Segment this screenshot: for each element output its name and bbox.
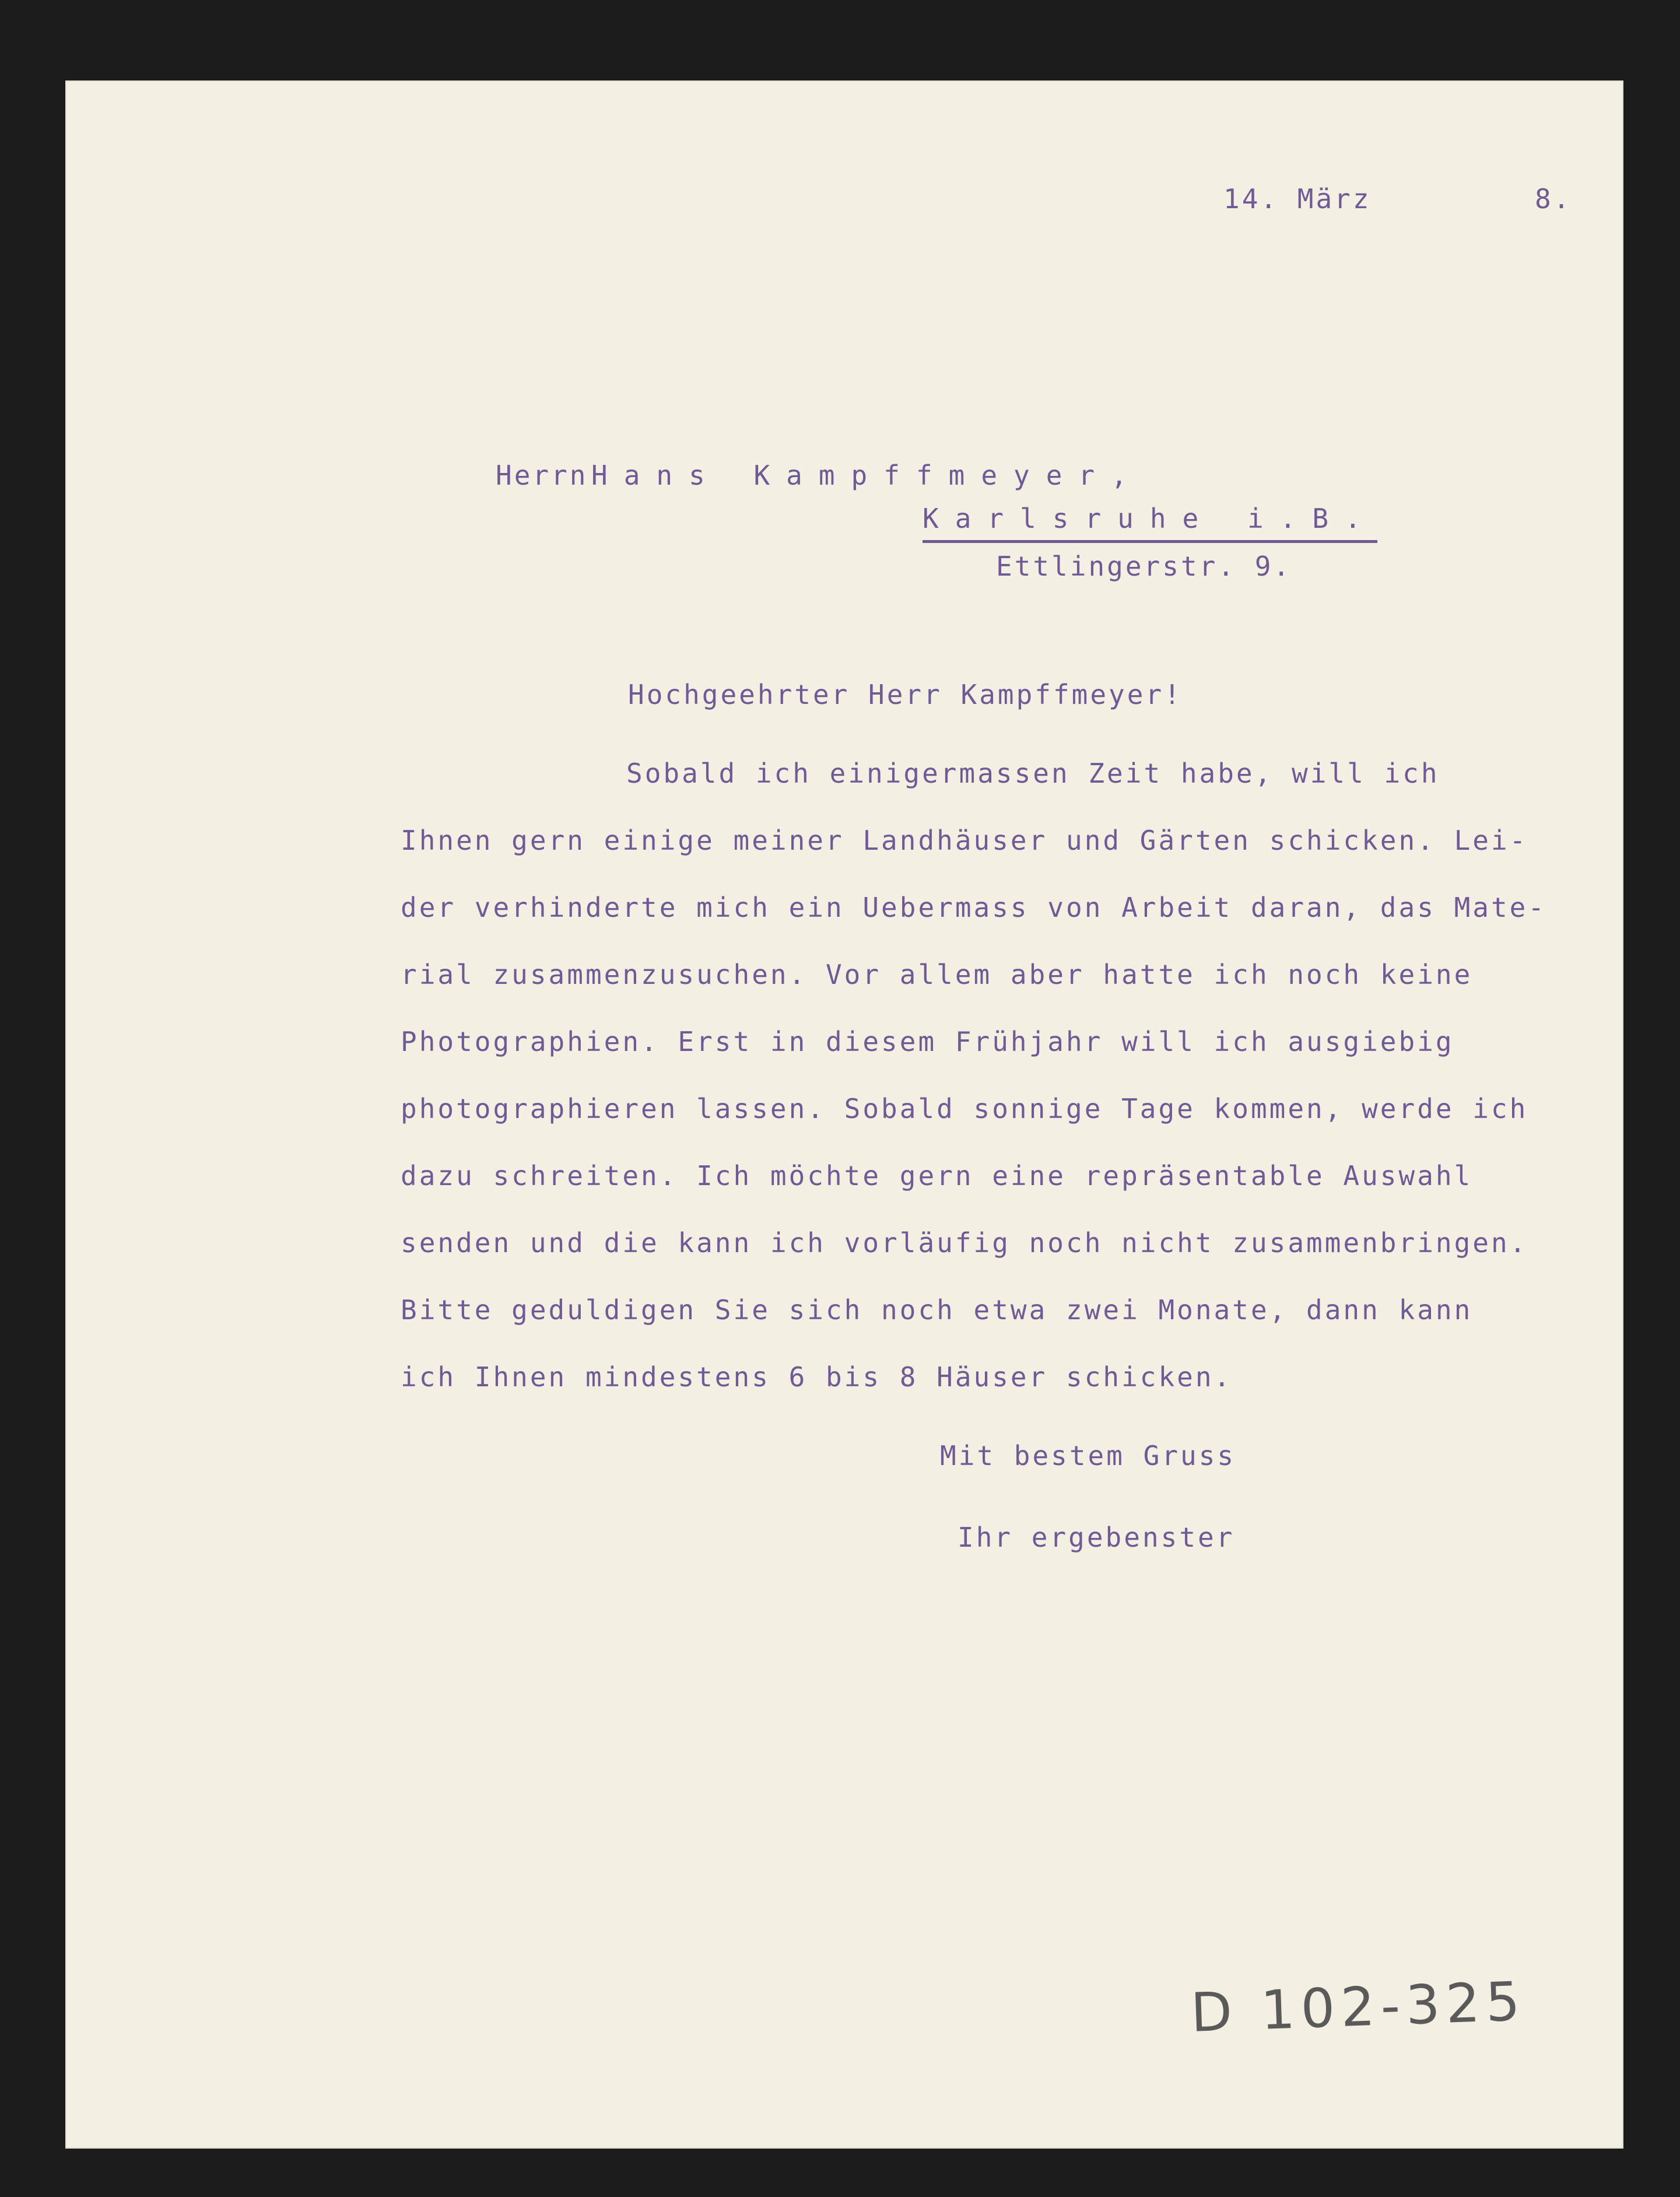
body-line: rial zusammenzusuchen. Vor allem aber hatte ich noch keine bbox=[401, 959, 1473, 990]
recipient-street: Ettlingerstr. 9. bbox=[996, 551, 1292, 582]
body-line: Photographien. Erst in diesem Frühjahr will ich ausgiebig bbox=[401, 1026, 1454, 1057]
body-line: Ihnen gern einige meiner Landhäuser und Gärten schicken. Lei- bbox=[401, 825, 1528, 856]
recipient-city: Karlsruhe i.B. bbox=[923, 505, 1377, 543]
recipient-name: Hans Kampffmeyer, bbox=[591, 460, 1144, 491]
signoff: Ihr ergebenster bbox=[958, 1522, 1235, 1553]
letter-page bbox=[65, 80, 1623, 2149]
page-number: 8. bbox=[1535, 183, 1572, 215]
archive-number: D 102-325 bbox=[1190, 1970, 1527, 2044]
body-line: photographieren lassen. Sobald sonnige Tage kommen, werde ich bbox=[401, 1093, 1528, 1124]
body-line: ich Ihnen mindestens 6 bis 8 Häuser schicken. bbox=[401, 1361, 1233, 1393]
body-line: dazu schreiten. Ich möchte gern eine repräsentable Auswahl bbox=[401, 1160, 1473, 1192]
recipient-prefix: Herrn bbox=[496, 460, 588, 491]
closing: Mit bestem Gruss bbox=[940, 1440, 1236, 1471]
body-line: der verhinderte mich ein Uebermass von Arbeit daran, das Mate- bbox=[401, 892, 1547, 923]
date: 14. März bbox=[1223, 183, 1372, 215]
greeting: Hochgeehrter Herr Kampffmeyer! bbox=[628, 679, 1183, 710]
body-line: Bitte geduldigen Sie sich noch etwa zwei Monate, dann kann bbox=[401, 1294, 1473, 1326]
body-line: senden und die kann ich vorläufig noch nicht zusammenbringen. bbox=[401, 1227, 1528, 1259]
body-line: Sobald ich einigermassen Zeit habe, will ich bbox=[626, 758, 1440, 789]
